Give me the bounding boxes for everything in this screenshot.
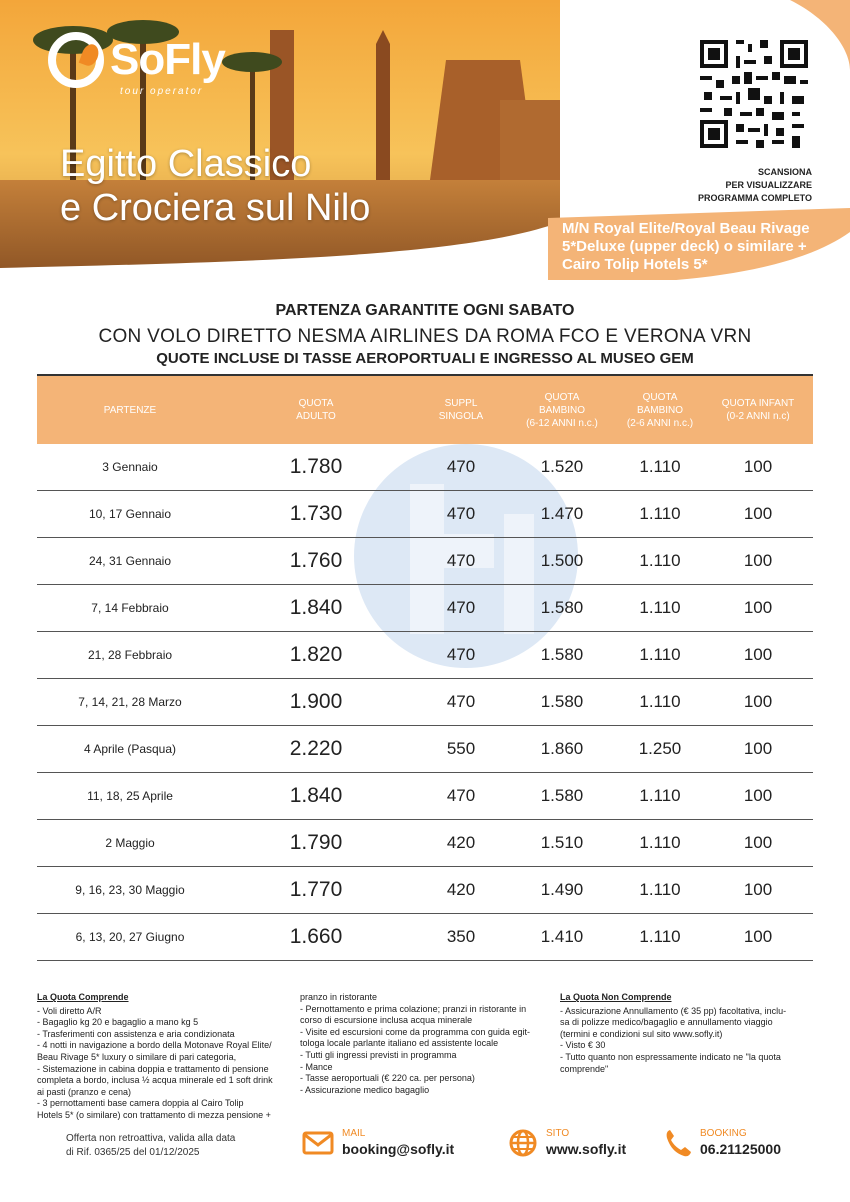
brand-logo [48,32,225,88]
cell-single-supplement: 470 [446,786,476,805]
list-item: Hotels 5* (o similare) con trattamento di mezza pensione + [37,1109,271,1120]
site-label: SITO [546,1128,570,1139]
list-item: - Tutto quanto non espressamente indicato ne "la quota [560,1051,781,1062]
cell-infant: 100 [743,645,773,664]
brand-name: SoFly [110,35,225,84]
offer-note [66,1132,235,1160]
cell-infant: 100 [743,504,773,523]
cell-departure: 9, 16, 23, 30 Maggio [75,883,185,897]
cell-child-2-6: 1.110 [639,927,681,946]
cell-infant: 100 [743,880,773,899]
offer-line-2: di Rif. 0365/25 del 01/12/2025 [66,1147,200,1158]
scan-line-3: PROGRAMMA COMPLETO [698,193,812,203]
phone-value[interactable]: 06.21125000 [700,1141,781,1157]
cell-child-2-6: 1.110 [639,786,681,805]
contact-phone[interactable] [664,1128,781,1158]
site-value[interactable]: www.sofly.it [546,1141,627,1157]
cell-departure: 24, 31 Gennaio [88,554,172,568]
cell-child-6-12: 1.580 [540,786,584,805]
cell-departure: 3 Gennaio [102,460,158,474]
list-item: corso di escursione inclusa acqua minerale [300,1015,473,1026]
cell-child-6-12: 1.580 [540,692,584,711]
table-row [37,679,813,726]
cell-child-2-6: 1.110 [639,551,681,570]
list-item: - Assicurazione medico bagaglio [300,1084,430,1095]
col-header-adult: QUOTA ADULTO [296,398,336,422]
table-row [37,773,813,820]
ship-line-1: M/N Royal Elite/Royal Beau Rivage [562,220,810,237]
cell-departure: 6, 13, 20, 27 Giugno [75,930,185,944]
cell-adult-price: 1.900 [289,690,343,713]
scan-caption [698,166,812,205]
col-header-infant: QUOTA INFANT (0-2 ANNI n.c) [721,398,795,422]
cell-child-2-6: 1.110 [639,833,681,852]
globe-icon [508,1128,538,1158]
hero-banner [0,0,850,280]
cell-adult-price: 1.790 [289,831,343,854]
col-header-child-2-6: QUOTA BAMBINO (2-6 ANNI n.c.) [626,391,694,429]
list-item: - Sistemazione in cabina doppia e trattamento di pensione [37,1063,269,1074]
cell-adult-price: 1.840 [289,596,343,619]
cell-adult-price: 2.220 [289,737,343,760]
cell-child-6-12: 1.500 [540,551,584,570]
cell-infant: 100 [743,551,773,570]
cell-child-6-12: 1.490 [540,880,584,899]
excludes-col [560,992,810,1075]
cell-single-supplement: 470 [446,551,476,570]
title-line-1: Egitto Classico [60,143,312,185]
title-line-2: e Crociera sul Nilo [60,187,371,229]
cell-child-6-12: 1.580 [540,598,584,617]
cell-departure: 2 Maggio [105,836,155,850]
cell-single-supplement: 420 [446,833,476,852]
list-item: - Mance [300,1061,333,1072]
includes-title: La Quota Comprende [37,992,129,1002]
cell-child-2-6: 1.110 [639,457,681,476]
table-row [37,585,813,632]
cell-single-supplement: 350 [446,927,476,946]
list-item: - Visto € 30 [560,1040,606,1051]
cell-single-supplement: 420 [446,880,476,899]
phone-label: BOOKING [700,1128,747,1139]
cell-child-6-12: 1.410 [540,927,584,946]
list-item: pranzo in ristorante [300,992,378,1002]
table-row [37,491,813,538]
cell-departure: 10, 17 Gennaio [88,507,172,521]
cell-adult-price: 1.840 [289,784,343,807]
cell-departure: 7, 14, 21, 28 Marzo [78,695,182,709]
list-item: - 4 notti in navigazione a bordo della Motonave Royal Elite/ [37,1040,272,1051]
col-header-departures: PARTENZE [103,404,157,416]
cell-child-2-6: 1.110 [639,880,681,899]
logo-mark-icon [48,32,104,88]
cell-infant: 100 [743,598,773,617]
cell-infant: 100 [743,927,773,946]
cell-child-6-12: 1.520 [540,457,584,476]
table-row [37,820,813,867]
ship-info [562,220,832,274]
heading-fees: QUOTE INCLUSE DI TASSE AEROPORTUALI E INGRESSO AL MUSEO GEM [156,350,694,367]
heading-flight: CON VOLO DIRETTO NESMA AIRLINES DA ROMA FCO E VERONA VRN [98,326,752,347]
offer-line-1: Offerta non retroattiva, valida alla data [66,1133,236,1144]
table-header [37,374,813,444]
list-item: (termini e condizioni sul sito www.sofly.it) [560,1028,723,1039]
cell-child-2-6: 1.110 [639,692,681,711]
cell-child-6-12: 1.580 [540,645,584,664]
list-item: - 3 pernottamenti base camera doppia al Cairo Tolip [37,1098,244,1109]
list-item: comprende" [560,1063,609,1074]
cell-adult-price: 1.770 [289,878,343,901]
table-row [37,538,813,585]
table-row [37,632,813,679]
list-item: - Trasferimenti con assistenza e aria condizionata [37,1028,235,1039]
cell-single-supplement: 470 [446,598,476,617]
list-item: ai pasti (pranzo e cena) [37,1086,132,1097]
list-item: - Bagaglio kg 20 e bagaglio a mano kg 5 [37,1017,199,1028]
cell-child-6-12: 1.510 [540,833,584,852]
cell-child-6-12: 1.470 [540,504,584,523]
list-item: - Tasse aeroportuali (€ 220 ca. per persona) [300,1073,475,1084]
cell-infant: 100 [743,692,773,711]
mail-value[interactable]: booking@sofly.it [342,1141,455,1157]
list-item: sa di polizze medico/bagaglio e annullamento viaggio [560,1017,773,1028]
table-row [37,867,813,914]
phone-icon [664,1128,692,1158]
table-row [37,726,813,773]
cell-single-supplement: 470 [446,504,476,523]
cell-adult-price: 1.780 [289,455,343,478]
mail-icon [302,1131,334,1155]
list-item: - Tutti gli ingressi previsti in programma [300,1049,457,1060]
cell-single-supplement: 470 [446,692,476,711]
cell-infant: 100 [743,739,773,758]
qr-code-icon[interactable] [696,36,812,152]
cell-departure: 4 Aprile (Pasqua) [83,742,177,756]
cell-adult-price: 1.730 [289,502,343,525]
page-title [60,142,370,230]
cell-departure: 11, 18, 25 Aprile [87,789,173,803]
scan-line-1: SCANSIONA [757,167,812,177]
heading-departures: PARTENZA GARANTITE OGNI SABATO [275,302,575,319]
table-row [37,444,813,491]
excludes-title: La Quota Non Comprende [560,992,672,1002]
brand-subtitle: tour operator [120,86,204,97]
cell-infant: 100 [743,833,773,852]
cell-infant: 100 [743,786,773,805]
cell-child-6-12: 1.860 [540,739,584,758]
list-item: - Pernottamento e prima colazione; pranzi in ristorante in [300,1003,527,1014]
table-row [37,914,813,961]
cell-departure: 7, 14 Febbraio [91,601,169,615]
cell-infant: 100 [743,457,773,476]
mail-label: MAIL [342,1128,366,1139]
list-item: - Voli diretto A/R [37,1005,102,1016]
scan-line-2: PER VISUALIZZARE [725,180,812,190]
ship-line-2: 5*Deluxe (upper deck) o similare + [562,238,807,255]
col-header-child-6-12: QUOTA BAMBINO (6-12 ANNI n.c.) [526,391,598,429]
cell-single-supplement: 470 [446,457,476,476]
col-header-single: SUPPL SINGOLA [438,398,484,422]
list-item: completa a bordo, inclusa ½ acqua minerale ed 1 soft drink [37,1075,273,1086]
cell-single-supplement: 550 [446,739,476,758]
ship-line-3: Cairo Tolip Hotels 5* [562,256,708,273]
list-item: - Visite ed escursioni come da programma con guida egit- [300,1026,530,1037]
cell-adult-price: 1.760 [289,549,343,572]
cell-child-2-6: 1.110 [639,504,681,523]
cell-departure: 21, 28 Febbraio [87,648,173,662]
cell-child-2-6: 1.250 [638,739,682,758]
cell-adult-price: 1.820 [289,643,343,666]
list-item: Beau Rivage 5* luxury o similare di pari categoria, [37,1051,237,1062]
contact-site[interactable] [508,1128,626,1158]
cell-adult-price: 1.660 [289,925,343,948]
list-item: - Assicurazione Annullamento (€ 35 pp) facoltativa, inclu- [560,1005,787,1016]
list-item: tologa locale parlante italiano ed assistente locale [300,1038,499,1049]
price-table [37,374,813,961]
includes-col-2 [300,992,550,1096]
cell-child-2-6: 1.110 [639,598,681,617]
includes-col-1 [37,992,295,1122]
contact-mail[interactable] [302,1128,454,1158]
cell-single-supplement: 470 [446,645,476,664]
cell-child-2-6: 1.110 [639,645,681,664]
